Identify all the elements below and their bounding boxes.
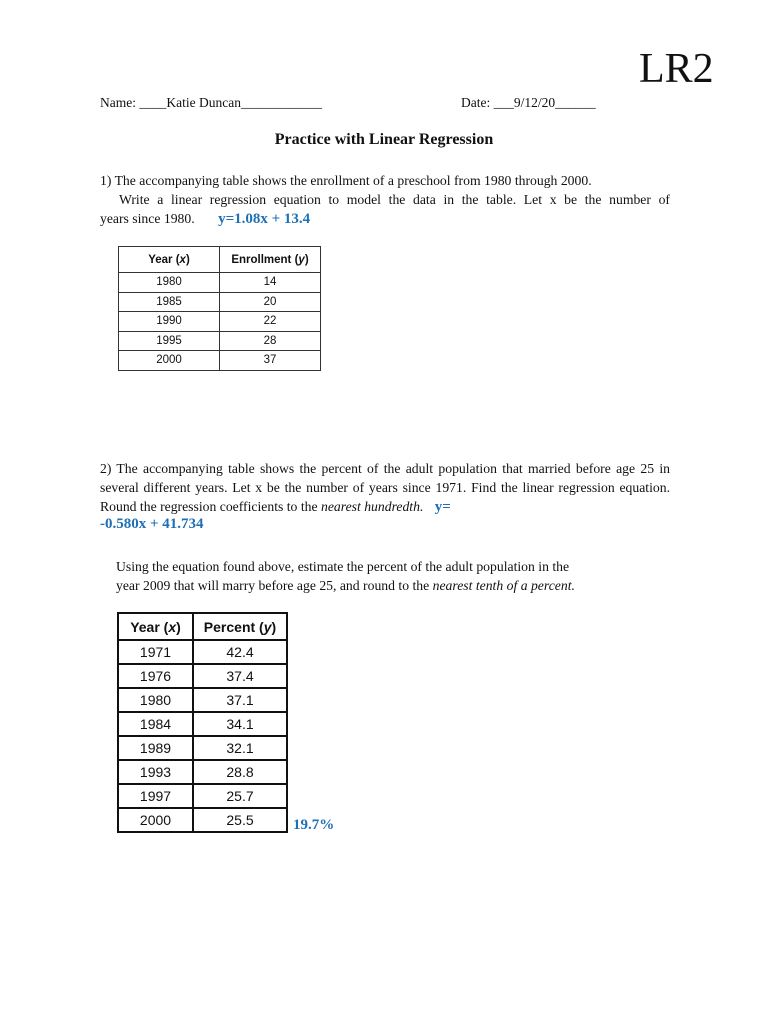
table-cell: 1984 [118,712,193,736]
q2-sub-line2 [116,576,676,595]
q1-line3 [100,209,670,229]
table-cell: 1989 [118,736,193,760]
name-line: Name: ____Katie Duncan____________ [100,95,322,110]
table-header: Year (x) [119,247,220,273]
q2-sub-emph: nearest tenth of a percent. [432,578,575,593]
table-header: Percent (y) [193,613,287,640]
table-cell: 28 [220,331,321,351]
table-cell: 1971 [118,640,193,664]
document-code: LR2 [639,46,714,92]
table-cell: 37.4 [193,664,287,688]
table-row [119,273,321,293]
table-cell: 37 [220,351,321,371]
q2-sub-line2-text: year 2009 that will marry before age 25, and round to the [116,578,430,593]
table-cell: 1980 [118,688,193,712]
table-header-row [118,613,287,640]
table-cell: 37.1 [193,688,287,712]
table-cell: 25.7 [193,784,287,808]
q1-answer: y=1.08x + 13.4 [218,211,311,227]
table-row [119,331,321,351]
q1-line3-text: years since 1980. [100,211,195,226]
estimate-answer: 19.7% [293,817,335,833]
enrollment-table [118,246,321,371]
table-row [118,712,287,736]
table-cell: 1980 [119,273,220,293]
q2-subtext [116,557,676,595]
table-cell: 20 [220,292,321,312]
table-cell: 14 [220,273,321,293]
table-cell: 2000 [118,808,193,832]
date-line: Date: ___9/12/20______ [461,95,596,110]
table-row [118,784,287,808]
table-cell: 22 [220,312,321,332]
q2-answer-part1: y= [434,499,451,515]
table-row [119,351,321,371]
q1-text [100,171,670,229]
table-cell: 34.1 [193,712,287,736]
table-row [119,292,321,312]
q2-emph-text: nearest hundredth. [320,499,424,514]
table-row [118,640,287,664]
table-row [118,808,287,832]
table-cell: 1997 [118,784,193,808]
table-row [118,664,287,688]
table-cell: 42.4 [193,640,287,664]
table-row [118,736,287,760]
q2-sub-line1: Using the equation found above, estimate the percent of the adult population in the [116,559,570,574]
q2-answer-part2: -0.580x + 41.734 [100,516,204,532]
q1-line2: Write a linear regression equation to model the data in the table. Let x be the number of [119,192,670,207]
table-cell: 1993 [118,760,193,784]
q2-text [100,459,670,517]
table-cell: 1985 [119,292,220,312]
table-header: Year (x) [118,613,193,640]
table-cell: 28.8 [193,760,287,784]
marriage-percent-table [117,612,288,833]
q1-line1: 1) The accompanying table shows the enrollment of a preschool from 1980 through 2000. [100,173,592,188]
table-cell: 1990 [119,312,220,332]
table-header: Enrollment (y) [220,247,321,273]
table-cell: 1976 [118,664,193,688]
table-cell: 2000 [119,351,220,371]
table-header-row [119,247,321,273]
table-cell: 1995 [119,331,220,351]
table-row [119,312,321,332]
page-title: Practice with Linear Regression [274,131,494,148]
table-cell: 32.1 [193,736,287,760]
table-cell: 25.5 [193,808,287,832]
table-row [118,760,287,784]
table-row [118,688,287,712]
q2-main-text: 2) The accompanying table shows the percent of the adult population that married before age 25 in several different years. Let x be the number of years since 1971. Find the linear regression equation. Round the regression coefficients to the [100,461,670,514]
